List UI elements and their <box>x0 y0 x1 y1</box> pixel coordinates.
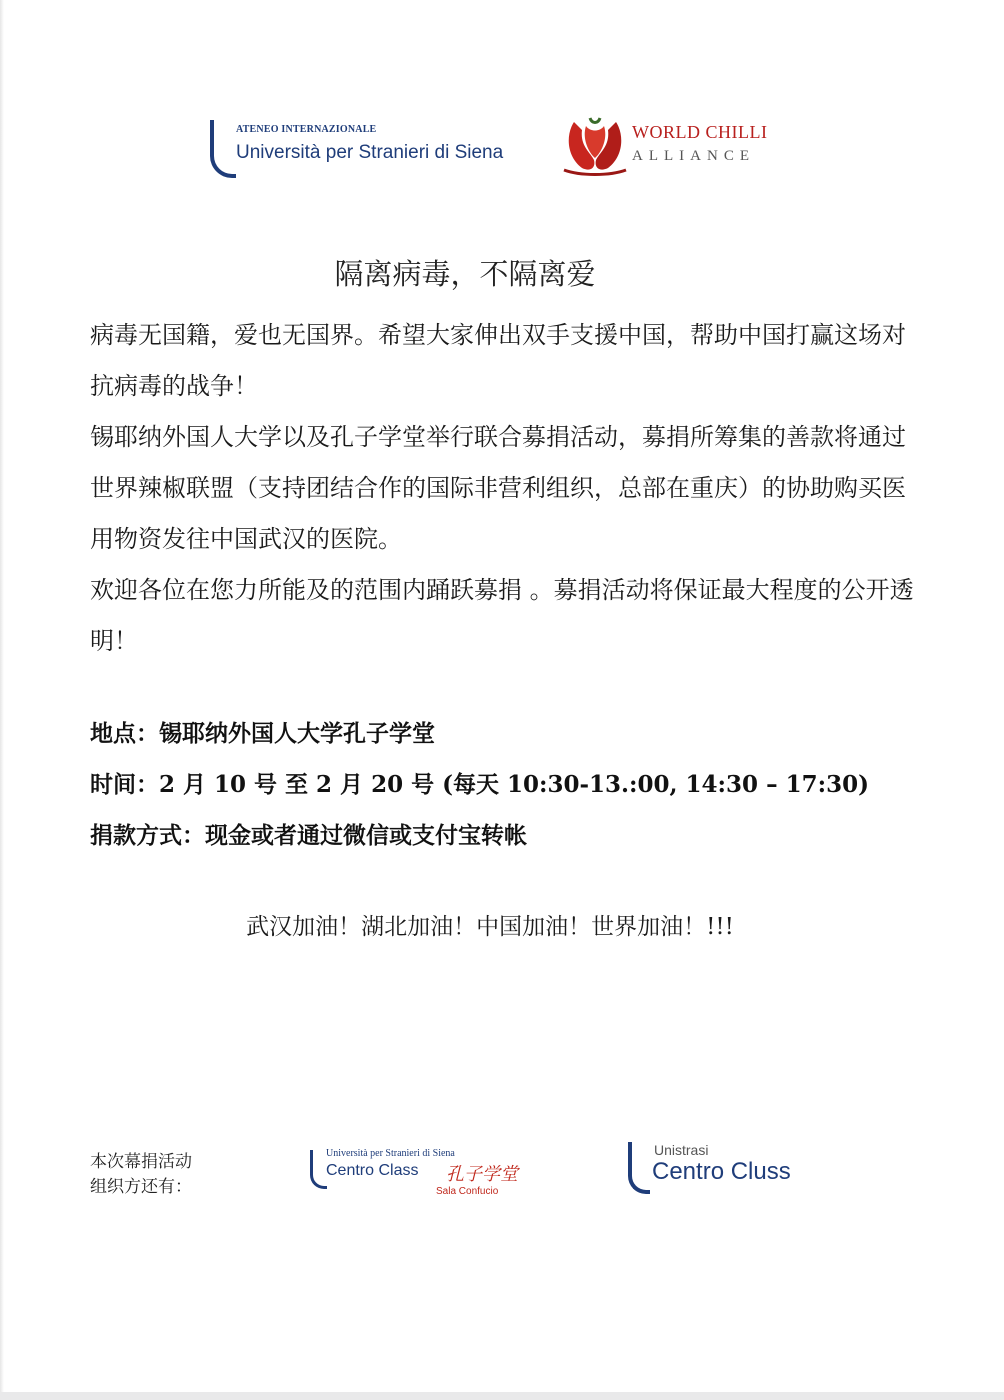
organizers-line2: 组织方还有： <box>90 1177 192 1197</box>
logo1-sala-confucio: Sala Confucio <box>436 1186 499 1197</box>
organizers-label <box>90 1150 250 1200</box>
event-location: 地点：锡耶纳外国人大学孔子学堂 <box>90 720 435 747</box>
cheer-slogan: 武汉加油！湖北加油！中国加油！世界加油！!!! <box>246 914 734 940</box>
unistrasi-bracket-mark <box>210 120 236 178</box>
page-left-edge <box>0 0 4 1400</box>
paragraph-welcome: 欢迎各位在您力所能及的范围内踊跃募捐 。募捐活动将保证最大程度的公开透明！ <box>90 576 914 655</box>
page-bottom-edge <box>0 1392 1004 1400</box>
centro-cluss-bracket-mark <box>628 1142 650 1194</box>
logo2-unistrasi: Unistrasi <box>654 1142 709 1158</box>
logo2-name: Centro Cluss <box>652 1158 791 1185</box>
centro-class-confucio-logo <box>310 1146 530 1202</box>
event-info <box>90 708 920 861</box>
unistrasi-centro-cluss-logo <box>628 1140 828 1196</box>
unistrasi-subtitle: ATENEO INTERNAZIONALE <box>236 124 377 135</box>
unistrasi-logo <box>210 118 510 178</box>
organizers-line1: 本次幕捐活动 <box>90 1152 192 1172</box>
logo1-name: Centro Class <box>326 1162 419 1179</box>
body-text <box>90 310 920 667</box>
donation-method: 捐款方式：现金或者通过微信或支付宝转帐 <box>90 822 527 849</box>
logo1-chinese-glyphs: 孔子学堂 <box>446 1164 518 1185</box>
event-time: 时间：2 月 10 号 至 2 月 20 号 (每天 10:30-13.:00, 14:30 – 17:30) <box>90 771 869 798</box>
paragraph-appeal: 病毒无国籍，爱也无国界。希望大家伸出双手支援中国，帮助中国打赢这场对抗病毒的战争！ <box>90 321 906 400</box>
chilli-alliance-line2: ALLIANCE <box>632 148 755 164</box>
logo1-university: Università per Stranieri di Siena <box>326 1148 455 1159</box>
world-chilli-alliance-logo <box>560 112 780 178</box>
chilli-emblem-icon <box>560 112 630 176</box>
page-title: 隔离病毒，不隔离爱 <box>334 257 596 291</box>
centro-class-bracket-mark <box>310 1150 327 1189</box>
unistrasi-name: Università per Stranieri di Siena <box>236 142 504 163</box>
paragraph-fundraising: 锡耶纳外国人大学以及孔子学堂举行联合募捐活动，募捐所筹集的善款将通过世界辣椒联盟（支持团结合作的国际非营利组织，总部在重庆）的协助购买医用物资发往中国武汉的医院。 <box>90 423 906 553</box>
chilli-alliance-line1: WORLD CHILLI <box>632 122 768 142</box>
